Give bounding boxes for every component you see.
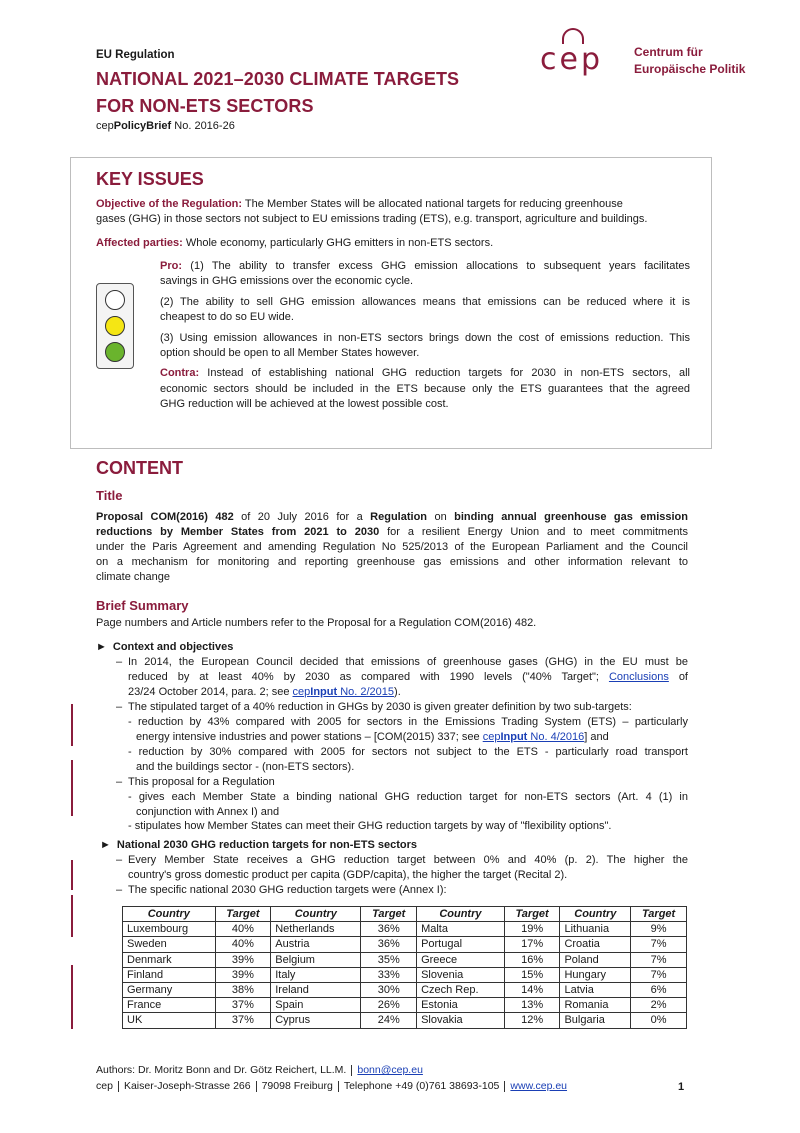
title-regulation: Regulation: [370, 511, 428, 523]
section-context-title: Context and objectives: [112, 641, 234, 653]
title-on: on: [427, 511, 455, 523]
target-cell: 24%: [361, 1013, 417, 1028]
context-l3a: 23/24 October 2014, para. 2; see: [128, 685, 293, 698]
table-row: [123, 952, 687, 967]
margin-bar: [71, 704, 73, 746]
objective-paragraph: [96, 197, 696, 228]
target-cell: 2%: [631, 998, 687, 1013]
footer-address: [96, 1080, 567, 1094]
targets-body: – Every Member State receives a GHG reduction target between 0% and 40% (p. 2). The higher the country's gross domestic product per capita (GDP/capita), the higher the target (Recital 2). – The specific national 2030 GHG reduction targets were (Annex I):: [116, 854, 688, 896]
objective-text-1: The Member States will be allocated national targets for reducing greenhouse: [242, 198, 623, 210]
cepinput-4-2016-link[interactable]: cepInput No. 4/2016: [482, 730, 585, 743]
section-context: [96, 640, 233, 655]
triangle-bullet-icon: ►: [100, 839, 111, 851]
target-cell: 35%: [361, 952, 417, 967]
traffic-light-icon: [96, 283, 134, 369]
country-cell: Italy: [271, 967, 361, 982]
target-cell: 12%: [504, 1013, 560, 1028]
title-heading: Title: [96, 488, 123, 503]
institute-line2: Europäische Politik: [634, 62, 746, 77]
target-cell: 37%: [215, 998, 271, 1013]
country-cell: France: [123, 998, 216, 1013]
context-l9: This proposal for a Regulation: [128, 775, 275, 788]
target-cell: 7%: [631, 937, 687, 952]
country-cell: Romania: [560, 998, 631, 1013]
pro-2b: cheapest to do so EU wide.: [160, 311, 294, 324]
table-header-cell: Country: [123, 907, 216, 922]
objective-text-2: gases (GHG) in those sectors not subject to EU emissions trading (ETS), e.g. transport, agriculture and buildings.: [96, 213, 648, 226]
target-cell: 37%: [215, 1013, 271, 1028]
policybrief-no: No. 2016-26: [171, 120, 235, 132]
cepinput-2-2015-link[interactable]: cepInput No. 2/2015: [292, 685, 395, 698]
country-cell: Estonia: [417, 998, 505, 1013]
pro-label: Pro:: [160, 260, 182, 272]
country-cell: Sweden: [123, 937, 216, 952]
context-l2b: of: [668, 670, 688, 683]
context-l6a: energy intensive industries and power stations – [COM(2015) 337; see: [136, 730, 483, 743]
country-cell: Denmark: [123, 952, 216, 967]
country-cell: Malta: [417, 922, 505, 937]
section-targets-title: National 2030 GHG reduction targets for non-ETS sectors: [116, 839, 418, 851]
table-header-cell: Country: [271, 907, 361, 922]
title-date: of 20 July 2016 for a: [233, 511, 371, 523]
target-cell: 30%: [361, 982, 417, 997]
context-l8: and the buildings sector - (non-ETS sectors).: [136, 760, 355, 773]
table-header-cell: Country: [417, 907, 505, 922]
context-l3b: ).: [394, 685, 401, 698]
pro-3a: (3) Using emission allowances in non-ETS sectors brings down the cost of emissions reduction. This: [160, 331, 690, 344]
institute-name: [634, 44, 745, 79]
context-l6b: ] and: [584, 730, 609, 743]
targets-l3: The specific national 2030 GHG reduction targets were (Annex I):: [128, 883, 447, 896]
country-cell: Hungary: [560, 967, 631, 982]
key-issues-heading: KEY ISSUES: [96, 169, 204, 189]
target-cell: 17%: [504, 937, 560, 952]
country-cell: Lithuania: [560, 922, 631, 937]
doc-category: EU Regulation: [96, 49, 175, 61]
country-cell: Spain: [271, 998, 361, 1013]
context-l11: conjunction with Annex I) and: [136, 805, 280, 818]
target-cell: 36%: [361, 937, 417, 952]
table-row: [123, 998, 687, 1013]
target-cell: 40%: [215, 937, 271, 952]
pro-1a: (1) The ability to transfer excess GHG emission allocations to subsequent years facilitates: [182, 260, 690, 272]
table-header-cell: Target: [631, 907, 687, 922]
target-cell: 36%: [361, 922, 417, 937]
policybrief-number: [96, 119, 235, 134]
target-cell: 39%: [215, 967, 271, 982]
margin-bar: [71, 895, 73, 937]
country-cell: UK: [123, 1013, 216, 1028]
institute-line1: Centrum für: [634, 45, 703, 59]
brief-summary-heading: Brief Summary: [96, 598, 189, 613]
footer-separator: [504, 1081, 505, 1092]
target-cell: 38%: [215, 982, 271, 997]
light-green-icon: [105, 342, 125, 362]
target-cell: 19%: [504, 922, 560, 937]
target-cell: 14%: [504, 982, 560, 997]
title-resilient: for a resilient Energy Union and to meet commitments: [379, 525, 688, 538]
margin-bar: [71, 860, 73, 890]
pro-section: [160, 259, 690, 413]
section-targets: [100, 838, 417, 853]
target-cell: 16%: [504, 952, 560, 967]
table-row: [123, 967, 687, 982]
target-cell: 7%: [631, 967, 687, 982]
context-body: – In 2014, the European Council decided that emissions of greenhouse gases (GHG) in the EU must be reduced by at least 40% by 2030 as compared with 1990 levels ("40% Target"; Conclusions of 23/24 October 2014, para. 2; see cepInput No. 2/2015). – The stipulated target of a 40% reduction in GHGs by 2030 is given greater definition by two sub-targets: - reduction by 43% compared with 2005 for sectors in the Emissions Trading System (ETS) – particularly energy intensive industries and power stations – [COM(2015) 337; see cepInput No. 4/2016] and - reduction by 30% compared with 2005 for sectors not subject to the ETS - particularly road transport and the buildings sector - (non-ETS sectors). – This proposal for a Regulation - gives each Member State a binding national GHG reduction target for non-ETS sectors (Art. 4 (1) in conjunction with Annex I) and - stipulates how Member States can meet their GHG reduction targets by way of "flexibility options".: [116, 656, 688, 833]
targets-table: [122, 906, 687, 1029]
title-line3: under the Paris Agreement and amending Regulation No 525/2013 of the European Parliament and the Council: [96, 540, 688, 553]
target-cell: 39%: [215, 952, 271, 967]
authors-text: Authors: Dr. Moritz Bonn and Dr. Götz Reichert, LL.M.: [96, 1064, 347, 1076]
footer-org: cep: [96, 1080, 113, 1092]
country-cell: Latvia: [560, 982, 631, 997]
footer-street: Kaiser-Joseph-Strasse 266: [123, 1080, 251, 1092]
table-row: [123, 922, 687, 937]
title-line5: climate change: [96, 570, 170, 583]
doc-title-line2: FOR NON-ETS SECTORS: [96, 96, 314, 116]
country-cell: Netherlands: [271, 922, 361, 937]
context-l7: - reduction by 30% compared with 2005 for sectors not subject to the ETS - particularly road transport: [128, 745, 688, 758]
title-binding: binding annual greenhouse gas emission: [454, 511, 688, 523]
target-cell: 13%: [504, 998, 560, 1013]
table-header-cell: Target: [215, 907, 271, 922]
country-cell: Finland: [123, 967, 216, 982]
brief-note: Page numbers and Article numbers refer to the Proposal for a Regulation COM(2016) 482.: [96, 617, 537, 629]
contra-b: economic sectors should be included in the ETS because only the ETS guarantees that the agreed: [160, 382, 690, 395]
country-cell: Bulgaria: [560, 1013, 631, 1028]
country-cell: Slovakia: [417, 1013, 505, 1028]
table-row: [123, 937, 687, 952]
target-cell: 33%: [361, 967, 417, 982]
content-heading: CONTENT: [96, 458, 183, 478]
target-cell: 9%: [631, 922, 687, 937]
footer-city: 79098 Freiburg: [261, 1080, 333, 1092]
policybrief-label: PolicyBrief: [113, 120, 172, 132]
objective-label: Objective of the Regulation:: [96, 198, 243, 210]
pro-2a: (2) The ability to sell GHG emission allowances means that emissions can be reduced where it is: [160, 295, 690, 308]
title-paragraph: [96, 510, 688, 585]
footer-phone: Telephone +49 (0)761 38693-105: [343, 1080, 500, 1092]
doc-title-line1: NATIONAL 2021–2030 CLIMATE TARGETS: [96, 69, 460, 89]
affected-label: Affected parties:: [96, 237, 183, 249]
context-l10: - gives each Member State a binding national GHG reduction target for non-ETS sectors (Art. 4 (1) in: [128, 790, 688, 803]
table-header-cell: Country: [560, 907, 631, 922]
footer-separator: [351, 1065, 352, 1076]
table-header-row: [123, 907, 687, 922]
page-number: 1: [678, 1081, 685, 1093]
target-cell: 6%: [631, 982, 687, 997]
country-cell: Germany: [123, 982, 216, 997]
title-reductions: reductions by Member States from 2021 to 2030: [96, 525, 380, 538]
country-cell: Ireland: [271, 982, 361, 997]
country-cell: Slovenia: [417, 967, 505, 982]
context-l4: The stipulated target of a 40% reduction in GHGs by 2030 is given greater definition by two sub-targets:: [128, 700, 632, 713]
country-cell: Croatia: [560, 937, 631, 952]
pro-3b: option should be open to all Member States however.: [160, 346, 420, 359]
pro-1b: savings in GHG emissions over the economic cycle.: [160, 275, 414, 288]
targets-l1: Every Member State receives a GHG reduction target between 0% and 40% (p. 2). The higher the: [128, 854, 688, 866]
target-cell: 7%: [631, 952, 687, 967]
country-cell: Portugal: [417, 937, 505, 952]
country-cell: Belgium: [271, 952, 361, 967]
footer-separator: [118, 1081, 119, 1092]
conclusions-link[interactable]: Conclusions: [608, 670, 669, 683]
country-cell: Czech Rep.: [417, 982, 505, 997]
affected-text: Whole economy, particularly GHG emitters in non-ETS sectors.: [182, 237, 494, 249]
policybrief-prefix: cep: [96, 120, 114, 132]
context-l12: - stipulates how Member States can meet their GHG reduction targets by way of "flexibility options".: [128, 820, 612, 833]
author-email-link[interactable]: bonn@cep.eu: [357, 1064, 423, 1076]
contra-a: Instead of establishing national GHG reduction targets for 2030 in non-ETS sectors, all: [199, 367, 690, 380]
title-proposal: Proposal COM(2016) 482: [96, 511, 234, 523]
targets-l2: country's gross domestic product per capita (GDP/capita), the higher the target (Recital 2).: [128, 868, 568, 881]
website-link[interactable]: www.cep.eu: [510, 1080, 568, 1092]
footer-separator: [338, 1081, 339, 1092]
context-l1: In 2014, the European Council decided that emissions of greenhouse gases (GHG) in the EU must be: [128, 656, 688, 668]
light-white-icon: [105, 290, 125, 310]
context-l2a: reduced by at least 40% by 2030 as compared with 1990 levels ("40% Target";: [128, 670, 609, 683]
table-header-cell: Target: [504, 907, 560, 922]
title-line4: on a mechanism for monitoring and reporting greenhouse gas emissions and other information relevant to: [96, 555, 688, 568]
country-cell: Austria: [271, 937, 361, 952]
contra-label: Contra:: [160, 367, 200, 380]
target-cell: 15%: [504, 967, 560, 982]
margin-bar: [71, 965, 73, 1029]
table-header-cell: Target: [361, 907, 417, 922]
triangle-bullet-icon: ►: [96, 641, 107, 653]
target-cell: 40%: [215, 922, 271, 937]
country-cell: Cyprus: [271, 1013, 361, 1028]
margin-bar: [71, 760, 73, 816]
target-cell: 0%: [631, 1013, 687, 1028]
table-row: [123, 982, 687, 997]
contra-c: GHG reduction will be achieved at the lowest possible cost.: [160, 398, 449, 411]
country-cell: Poland: [560, 952, 631, 967]
cep-logo: cep: [540, 42, 603, 77]
context-l5: - reduction by 43% compared with 2005 for sectors in the Emissions Trading System (ETS) – particularly: [128, 715, 688, 728]
footer-authors: [96, 1064, 423, 1078]
affected-paragraph: [96, 236, 696, 251]
light-yellow-icon: [105, 316, 125, 336]
footer-separator: [256, 1081, 257, 1092]
table-row: [123, 1013, 687, 1028]
target-cell: 26%: [361, 998, 417, 1013]
country-cell: Greece: [417, 952, 505, 967]
country-cell: Luxembourg: [123, 922, 216, 937]
